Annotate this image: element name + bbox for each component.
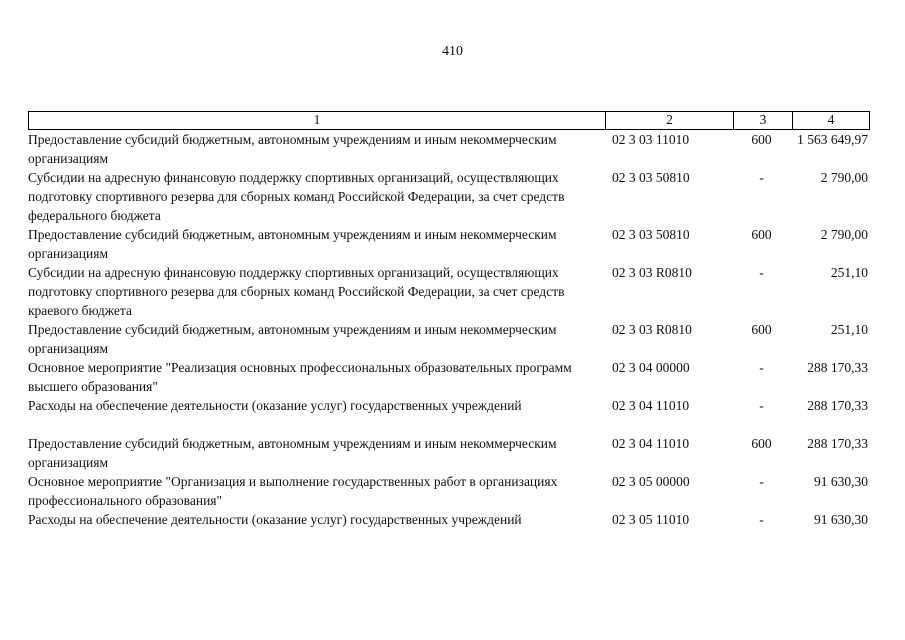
table-row [28,168,870,225]
row-code: 02 3 04 11010 [612,398,690,413]
row-amount: 288 170,33 [807,436,868,451]
budget-table [28,111,870,529]
row-description: Субсидии на адресную финансовую поддержку спортивных организаций, осуществляющих подготовку спортивного резерва для сборных команд Российской Федерации, за счет средств федерального бюджета [28,170,565,223]
row-spacer [28,415,870,434]
table-header-row [28,111,870,130]
row-code: 02 3 03 50810 [612,227,690,242]
table-row [28,434,870,472]
row-description: Основное мероприятие "Организация и выполнение государственных работ в организациях профессионального образования" [28,474,558,508]
row-description: Субсидии на адресную финансовую поддержку спортивных организаций, осуществляющих подготовку спортивного резерва для сборных команд Российской Федерации, за счет средств краевого бюджета [28,265,565,318]
row-amount: 91 630,30 [814,512,868,527]
row-code: 02 3 04 11010 [612,436,690,451]
row-code: 02 3 05 11010 [612,512,690,527]
row-code: 02 3 03 R0810 [612,265,692,280]
column-header-3: 3 [733,112,792,129]
table-row [28,263,870,320]
table-row [28,358,870,396]
row-type: - [759,512,764,527]
row-type: - [759,170,764,185]
row-amount: 2 790,00 [820,227,868,242]
row-code: 02 3 03 R0810 [612,322,692,337]
row-type: - [759,360,764,375]
row-code: 02 3 04 00000 [612,360,690,375]
table-row [28,225,870,263]
row-code: 02 3 03 11010 [612,132,690,147]
row-amount: 251,10 [830,322,868,337]
row-amount: 288 170,33 [807,360,868,375]
table-row [28,320,870,358]
column-header-2: 2 [605,112,733,129]
row-type: 600 [751,227,772,242]
row-type: 600 [751,436,772,451]
row-description: Основное мероприятие "Реализация основных профессиональных образовательных программ высшего образования" [28,360,572,394]
table-row [28,510,870,529]
row-code: 02 3 03 50810 [612,170,690,185]
row-type: 600 [751,322,772,337]
row-type: 600 [751,132,772,147]
table-row [28,472,870,510]
page-number: 410 [442,44,463,59]
row-description: Расходы на обеспечение деятельности (оказание услуг) государственных учреждений [28,398,522,413]
row-code: 02 3 05 00000 [612,474,690,489]
column-header-1: 1 [313,112,321,127]
row-type: - [759,398,764,413]
row-description: Предоставление субсидий бюджетным, автономным учреждениям и иным некоммерческим организациям [28,322,557,356]
row-description: Расходы на обеспечение деятельности (оказание услуг) государственных учреждений [28,512,522,527]
column-header-4: 4 [792,112,869,129]
row-description: Предоставление субсидий бюджетным, автономным учреждениям и иным некоммерческим организациям [28,436,557,470]
row-description: Предоставление субсидий бюджетным, автономным учреждениям и иным некоммерческим организациям [28,227,557,261]
row-amount: 2 790,00 [820,170,868,185]
row-type: - [759,265,764,280]
row-description: Предоставление субсидий бюджетным, автономным учреждениям и иным некоммерческим организациям [28,132,557,166]
table-row [28,396,870,415]
table-row [28,130,870,168]
row-amount: 1 563 649,97 [797,132,868,147]
row-amount: 91 630,30 [814,474,868,489]
row-type: - [759,474,764,489]
row-amount: 251,10 [830,265,868,280]
row-amount: 288 170,33 [807,398,868,413]
